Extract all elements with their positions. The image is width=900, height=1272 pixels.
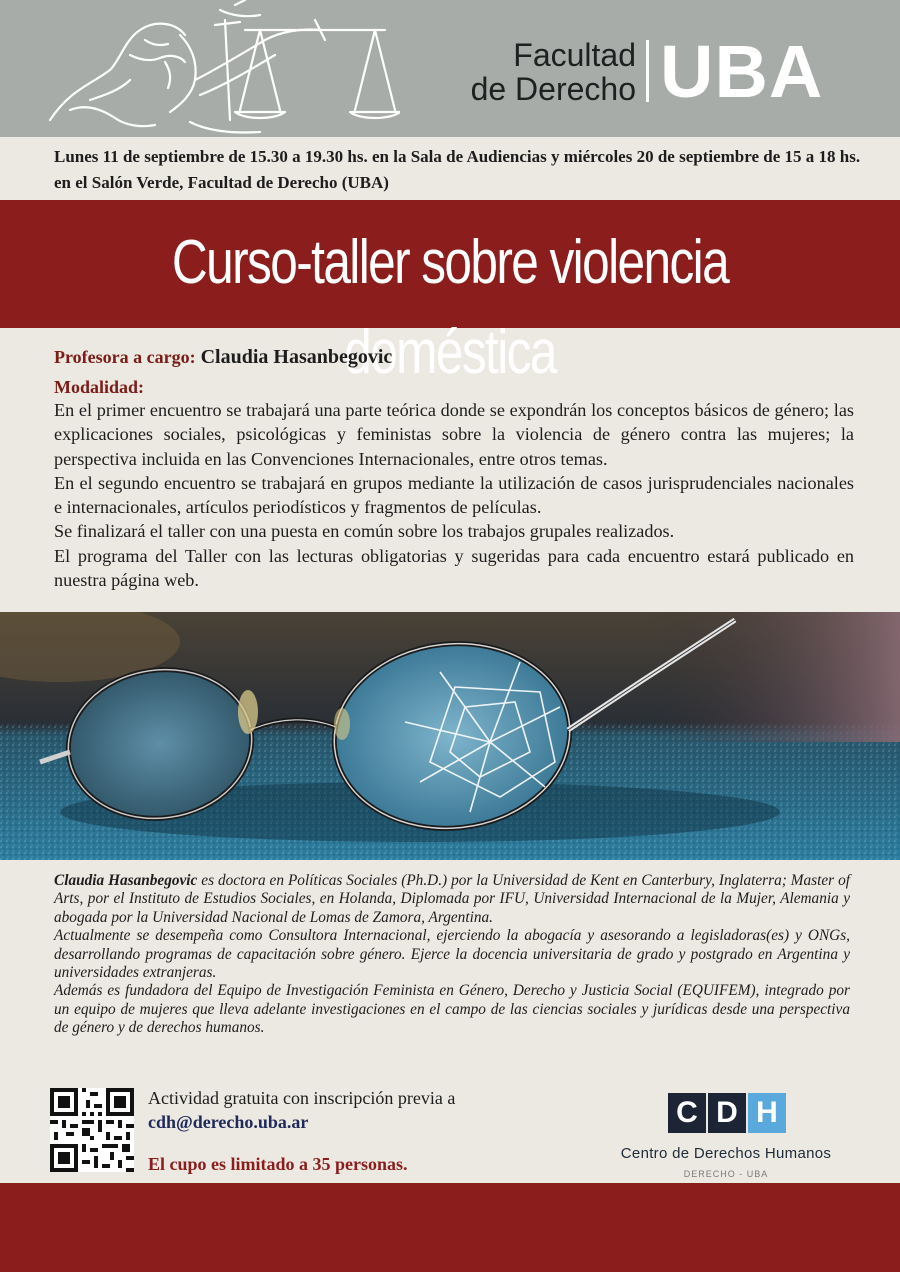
broken-glasses-photo xyxy=(0,612,900,860)
cdh-letter-d: D xyxy=(708,1093,746,1133)
cdh-logo xyxy=(668,1093,788,1133)
qr-code-icon[interactable] xyxy=(50,1088,134,1172)
faculty-line-1: Facultad xyxy=(513,37,636,73)
professor-label: Profesora a cargo: xyxy=(54,347,196,367)
cdh-letter-h: H xyxy=(748,1093,786,1133)
cdh-letter-c: C xyxy=(668,1093,706,1133)
header-banner xyxy=(0,0,900,137)
faculty-line-2: de Derecho xyxy=(470,71,636,107)
faculty-name xyxy=(446,38,636,106)
modality-label: Modalidad: xyxy=(54,377,145,397)
modality-paragraph: Se finalizará el taller con una puesta en común sobre los trabajos grupales realizados. xyxy=(54,521,675,542)
course-info xyxy=(54,342,854,592)
modality-paragraph: El programa del Taller con las lecturas obligatorias y sugeridas para cada encuentro estará publicado en nuestra página web. xyxy=(54,545,854,591)
bio-paragraph xyxy=(54,872,850,927)
bio-text: es doctora en Políticas Sociales (Ph.D.) por la Universidad de Kent en Canterbury, Inglaterra; Master of Arts, por el Instituto de Estudios Sociales, en Holanda, Diplomada por IFU, Universidad Internacional de la Mujer, Alemania y abogada por la Universidad Nacional de Lomas de Zamora, Argentina. xyxy=(54,872,850,926)
professor-line xyxy=(54,342,854,372)
header-divider xyxy=(646,40,649,102)
event-dates: Lunes 11 de septiembre de 15.30 a 19.30 hs. en la Sala de Audiencias y miércoles 20 de septiembre de 15 a 18 hs. en el Salón Verde, Facultad de Derecho (UBA) xyxy=(54,147,861,192)
cdh-subtitle: DERECHO - UBA xyxy=(683,1169,769,1179)
modality-description xyxy=(54,398,854,592)
professor-name: Claudia Hasanbegovic xyxy=(200,346,393,368)
registration-text: Actividad gratuita con inscripción previa a xyxy=(148,1088,456,1108)
registration-email-link[interactable]: cdh@derecho.uba.ar xyxy=(148,1112,309,1132)
bio-paragraph: Además es fundadora del Equipo de Investigación Feminista en Género, Derecho y Justicia Social (EQUIFEM), integrado por un equipo de mujeres que lleva adelante investigaciones en el campo de las ciencias sociales y jurídicas desde una perspectiva de género y de derechos humanos. xyxy=(54,982,850,1037)
modality-paragraph: En el primer encuentro se trabajará una parte teórica donde se expondrán los conceptos básicos de género; las explicaciones sociales, psicológicas y feministas sobre la violencia de género contra las mujeres; la perspectiva incluida en las Convenciones Internacionales, entre otros temas. xyxy=(54,400,854,469)
course-title: Curso-taller sobre violencia doméstica xyxy=(171,228,729,387)
footer-band xyxy=(0,1183,900,1272)
professor-bio xyxy=(54,872,850,1038)
capacity-notice: El cupo es limitado a 35 personas. xyxy=(148,1154,408,1174)
cdh-name: Centro de Derechos Humanos xyxy=(620,1145,832,1162)
bio-paragraph: Actualmente se desempeña como Consultora Internacional, ejerciendo la abogacía y asesorando a legisladoras(es) y ONGs, desarrollando programas de capacitación sobre género. Ejerce la docencia universitaria de grado y postgrado en Argentina y universidades extranjeras. xyxy=(54,927,850,982)
bio-name: Claudia Hasanbegovic xyxy=(54,872,198,889)
lady-justice-illustration xyxy=(30,0,400,137)
university-logo-text: UBA xyxy=(660,30,824,113)
modality-paragraph: En el segundo encuentro se trabajará en grupos mediante la utilización de casos jurisprudenciales nacionales e internacionales, artículos periodísticos y fragmentos de películas. xyxy=(54,472,854,518)
